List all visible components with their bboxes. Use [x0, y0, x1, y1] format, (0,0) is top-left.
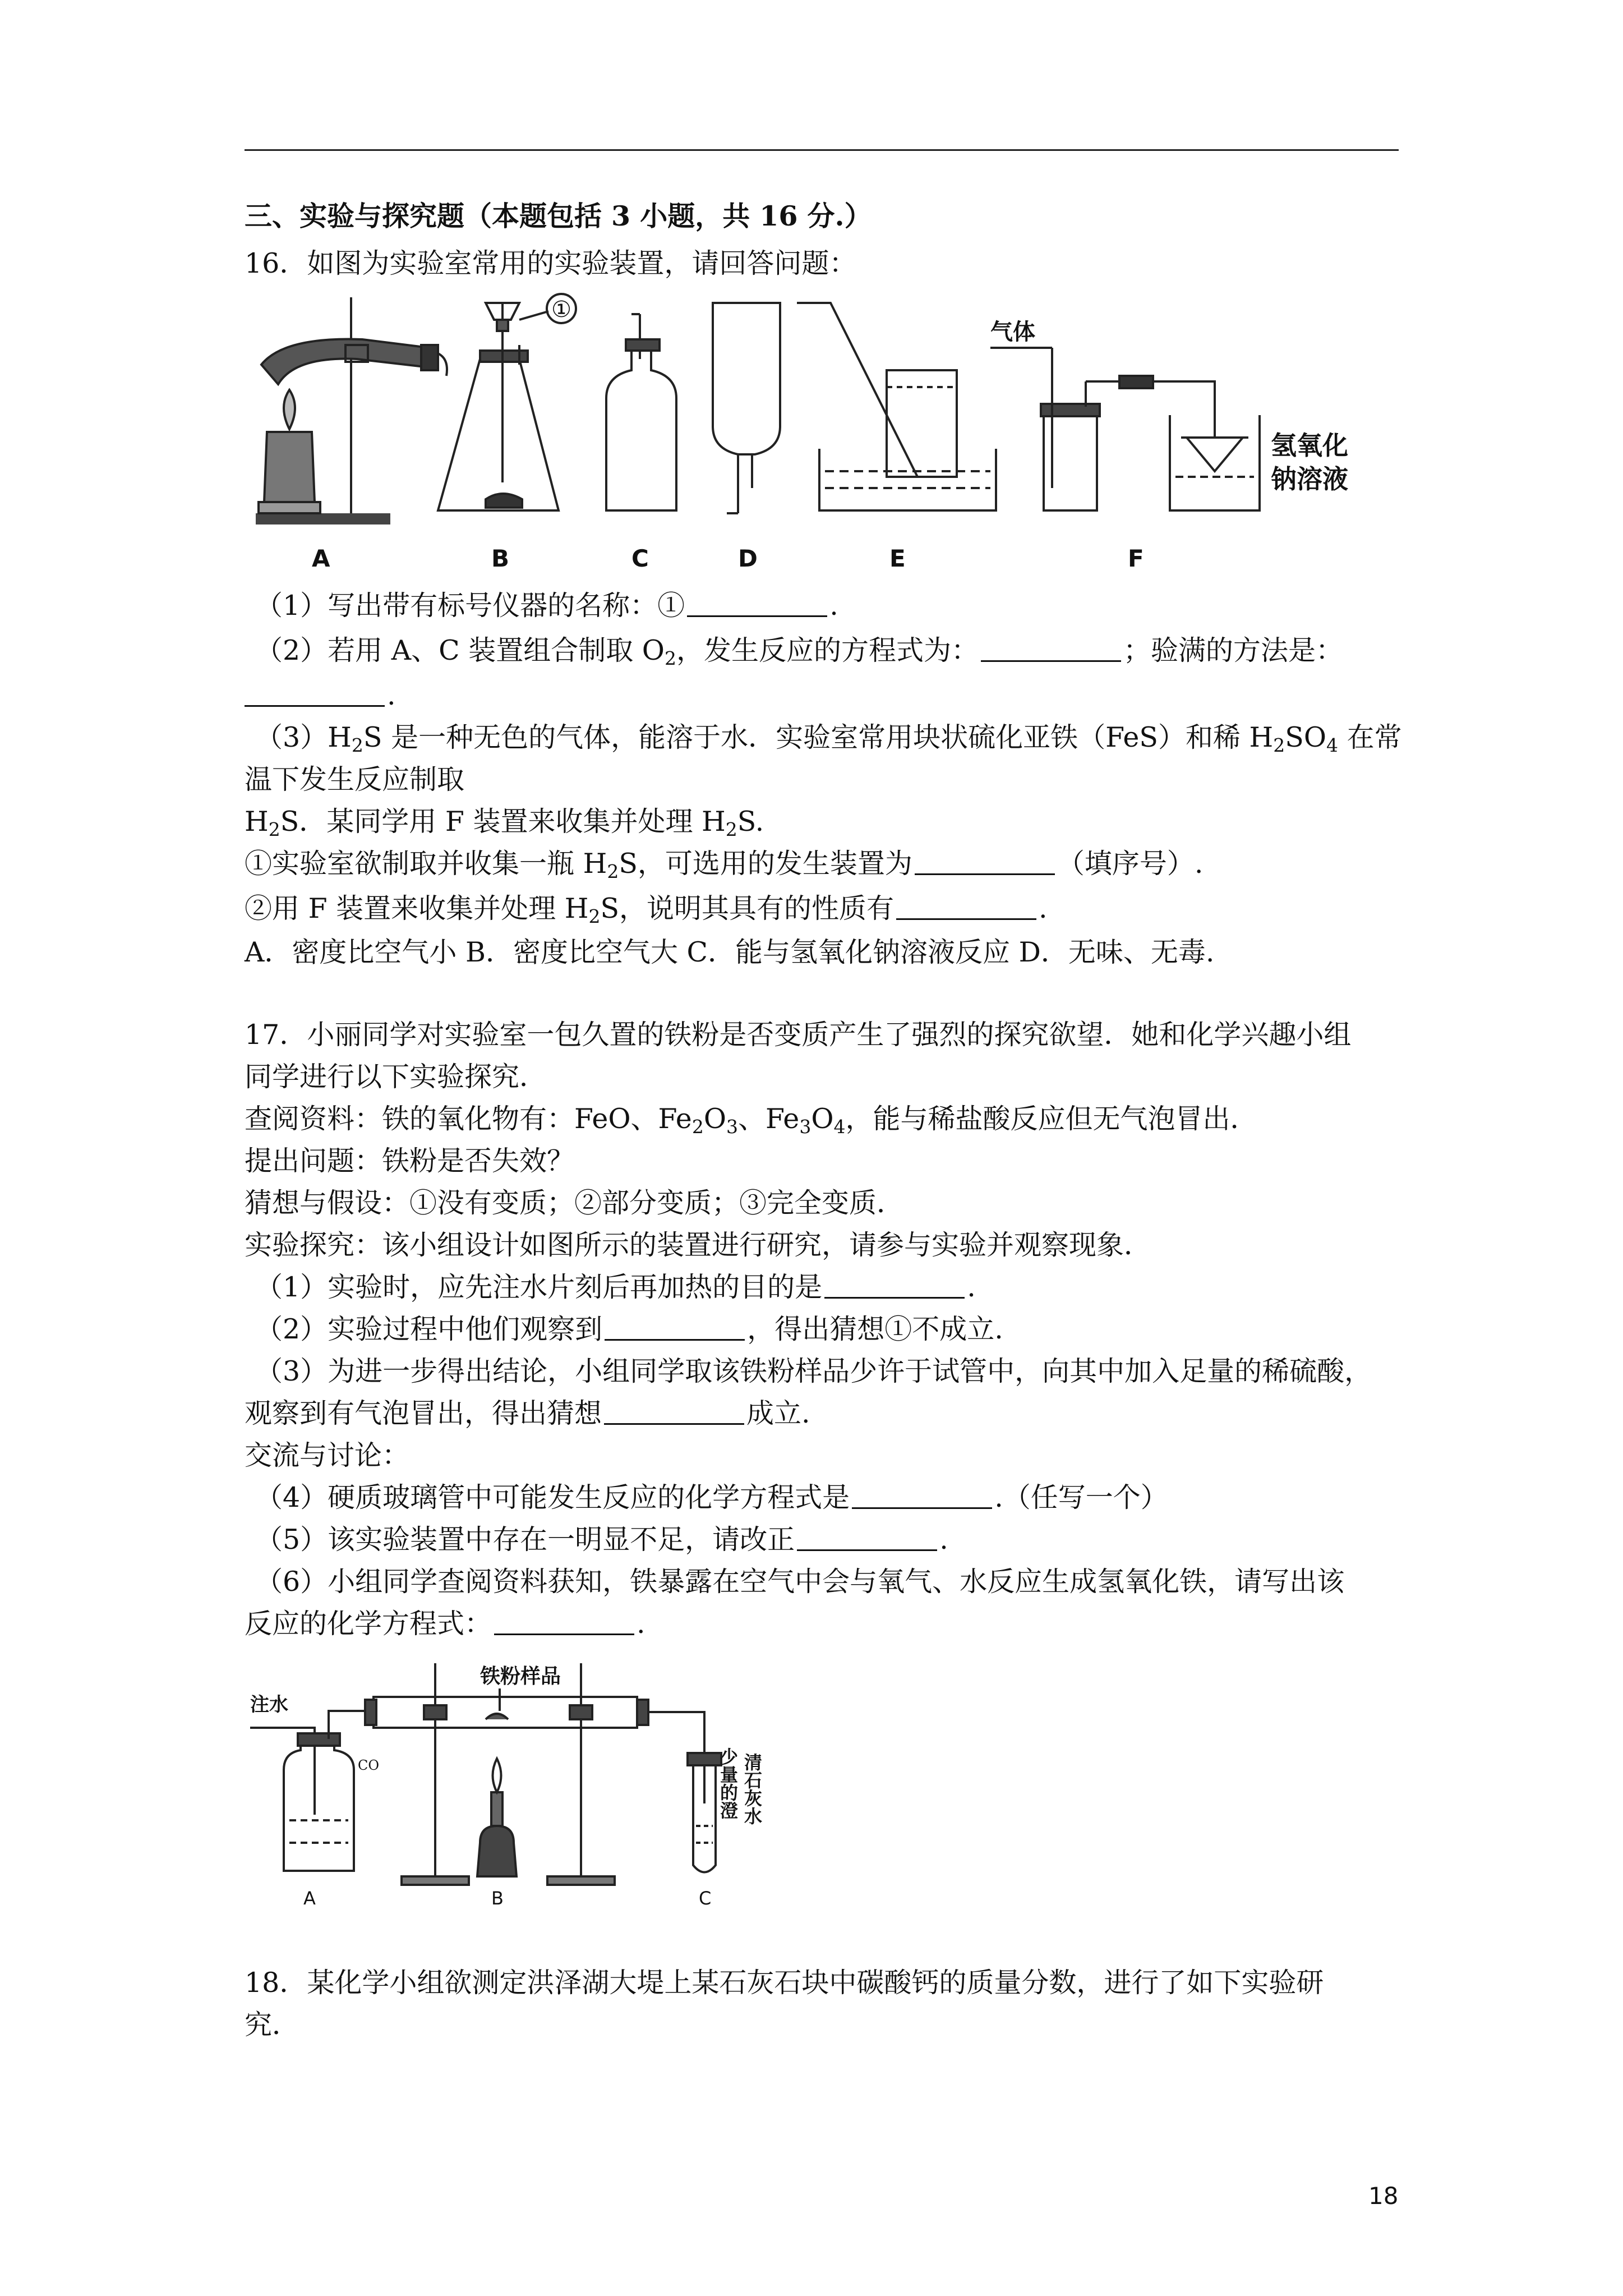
q16-p2: （2）若用 A、C 装置组合制取 $O_2$，发生反应的方程式为： ；验满的方法是： — [255, 634, 1343, 669]
label-e: E — [889, 545, 906, 572]
gas-label: 气体 — [990, 319, 1035, 345]
label-b: B — [491, 545, 510, 572]
answer-blank[interactable] — [494, 1611, 634, 1635]
header-rule — [245, 149, 1399, 151]
answer-blank[interactable] — [687, 593, 827, 617]
answer-blank[interactable] — [852, 1485, 992, 1509]
q17-p3-line2: 观察到有气泡冒出，得出猜想 成立. — [245, 1397, 810, 1429]
page-number: 18 — [1368, 2182, 1399, 2210]
answer-blank[interactable] — [915, 851, 1055, 875]
lime-label-2: 少量的澄 — [717, 1747, 739, 1819]
answer-blank[interactable] — [605, 1317, 745, 1341]
answer-blank[interactable] — [245, 683, 385, 707]
hard-glass-tube — [365, 1665, 648, 1728]
q17-explore: 实验探究：该小组设计如图所示的装置进行研究，请参与实验并观察现象． — [245, 1229, 1152, 1261]
co-label: CO — [358, 1757, 380, 1773]
naoh-label-1: 氢氧化 — [1271, 430, 1348, 461]
answer-blank[interactable] — [604, 1401, 744, 1425]
q17-p6-line2: 反应的化学方程式： . — [245, 1608, 645, 1640]
q16-p3: $(3)H_2S$ 是一种无色的气体，能溶于水．实验室常用块状硫化亚铁（FeS）和稀 $H_2SO_4$ 在常 — [255, 721, 1402, 756]
sample-label: 铁粉样品 — [480, 1665, 561, 1688]
q18-line1: 18．某化学小组欲测定洪泽湖大堤上某石灰石块中碳酸钙的质量分数，进行了如下实验研 — [245, 1967, 1324, 1999]
q17-line2: 同学进行以下实验探究． — [245, 1061, 547, 1093]
marker-1: ① — [551, 297, 571, 323]
q17-reference: 查阅资料：铁的氧化物有：FeO、$Fe_2O_3$、$Fe_3O_4$，能与稀盐酸反应但无气泡冒出． — [245, 1103, 1258, 1138]
answer-blank[interactable] — [981, 638, 1121, 662]
q17-p1: （1）实验时，应先注水片刻后再加热的目的是 . — [255, 1271, 976, 1303]
label-d: D — [738, 545, 758, 572]
q16-apparatus-figure — [245, 286, 1400, 578]
q16-sub-i: ①实验室欲制取并收集一瓶 $H_2S$，可选用的发生装置为 （填序号）. — [245, 848, 1204, 882]
apparatus-a — [284, 1711, 379, 1871]
q17-p3-line1: （3）为进一步得出结论，小组同学取该铁粉样品少许于试管中，向其中加入足量的稀硫酸， — [255, 1355, 1372, 1387]
q16-p2-cont: . — [245, 679, 396, 712]
answer-blank[interactable] — [896, 896, 1036, 920]
q17-line1: 17．小丽同学对实验室一包久置的铁粉是否变质产生了强烈的探究欲望．她和化学兴趣小组 — [245, 1019, 1352, 1051]
q16-stem: 16．如图为实验室常用的实验装置，请回答问题： — [245, 247, 857, 279]
q17-apparatus-figure — [245, 1658, 805, 1910]
section-title: 三、实验与探究题（本题包括 3 小题，共 16 分.） — [245, 200, 872, 232]
apparatus-e — [797, 303, 996, 510]
label-b: B — [491, 1888, 504, 1909]
answer-blank[interactable] — [824, 1274, 965, 1299]
lime-label-1: 清石灰水 — [741, 1753, 763, 1825]
apparatus-d — [713, 303, 780, 513]
q17-p6-line1: （6）小组同学查阅资料获知，铁暴露在空气中会与氧气、水反应生成氢氧化铁，请写出该 — [255, 1566, 1345, 1598]
q18-line2: 究． — [245, 2009, 300, 2041]
q16-p3-line2: 温下发生反应制取 — [245, 763, 465, 795]
q17-question: 提出问题：铁粉是否失效？ — [245, 1145, 575, 1177]
label-f: F — [1128, 545, 1144, 572]
answer-blank[interactable] — [797, 1527, 937, 1551]
q17-hypothesis: 猜想与假设：①没有变质；②部分变质；③完全变质． — [245, 1187, 905, 1219]
water-label: 注水 — [250, 1694, 288, 1716]
apparatus-b — [438, 294, 576, 510]
apparatus-f — [990, 319, 1348, 510]
q16-p3-line3: $H_2S$．某同学用 F 装置来收集并处理 $H_2S$. — [245, 806, 764, 840]
q16-p1: （1）写出带有标号仪器的名称：① . — [255, 590, 838, 622]
q16-options: A．密度比空气小 B．密度比空气大 C．能与氢氧化钠溶液反应 D．无味、无毒. — [245, 936, 1215, 968]
label-c: C — [631, 545, 649, 572]
q17-p2: （2）实验过程中他们观察到 ，得出猜想①不成立. — [255, 1313, 1003, 1345]
q17-p4: （4）硬质玻璃管中可能发生反应的化学方程式是 .（任写一个） — [255, 1481, 1168, 1513]
label-a: A — [303, 1888, 316, 1909]
q16-sub-ii: ②用 F 装置来收集并处理 $H_2S$，说明其具有的性质有 . — [245, 892, 1048, 927]
label-c: C — [699, 1888, 712, 1909]
label-a: A — [312, 545, 330, 572]
q17-discuss: 交流与讨论： — [245, 1439, 410, 1471]
naoh-label-2: 钠溶液 — [1271, 464, 1348, 494]
apparatus-c — [606, 314, 676, 510]
apparatus-b — [477, 1759, 517, 1876]
q17-p5: （5）该实验装置中存在一明显不足，请改正 . — [255, 1524, 948, 1556]
apparatus-a — [256, 297, 447, 524]
